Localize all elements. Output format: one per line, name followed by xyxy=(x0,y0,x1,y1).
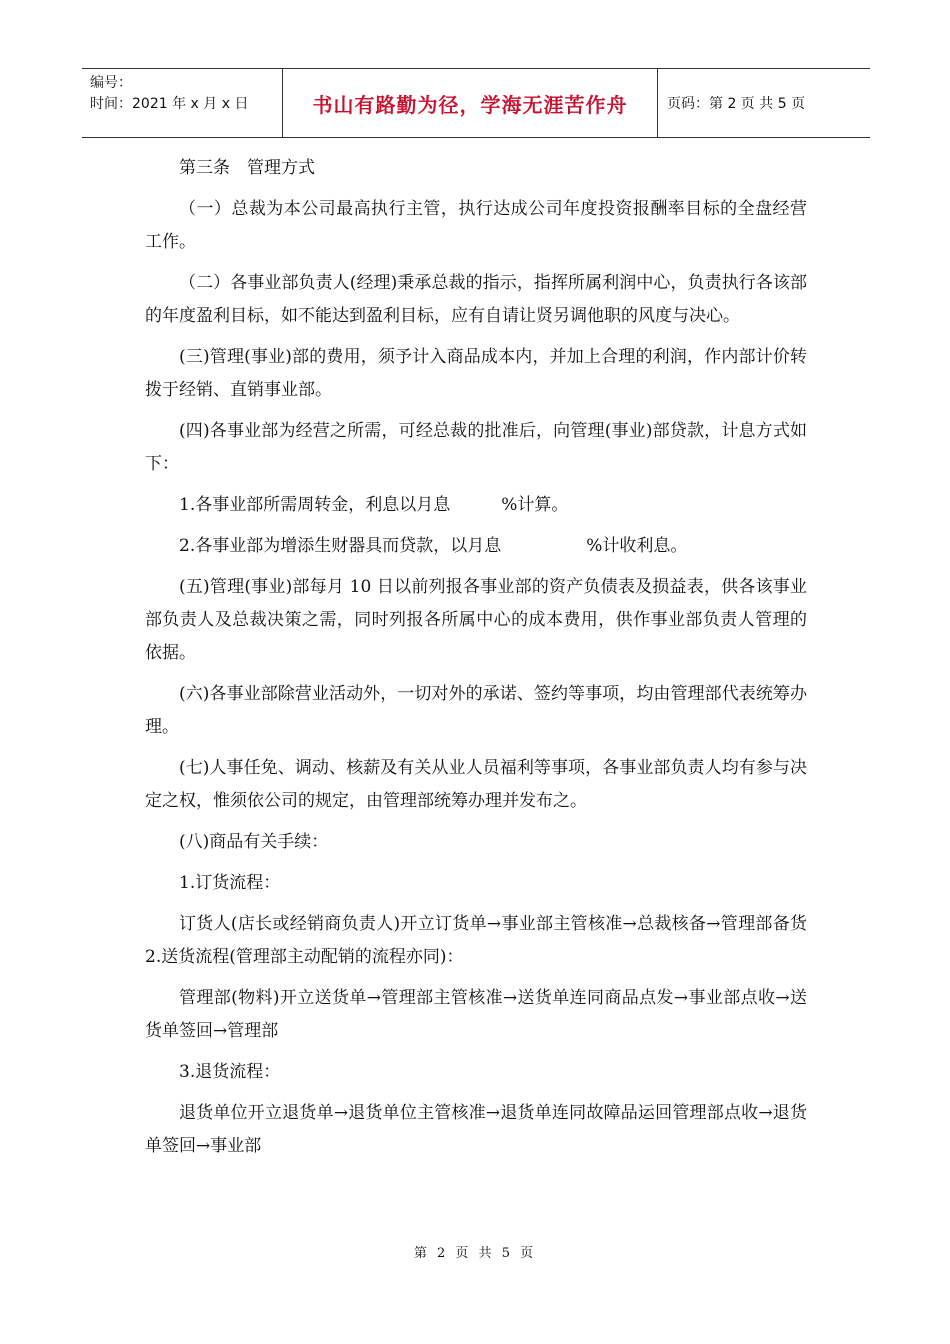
paragraph: (七)人事任免、调动、核薪及有关从业人员福利等事项，各事业部负责人均有参与决定之权，惟须依公司的规定，由管理部统筹办理并发布之。 xyxy=(145,758,807,811)
paragraph: (六)各事业部除营业活动外，一切对外的承诺、签约等事项，均由管理部代表统筹办理。 xyxy=(145,684,807,737)
document-date-label: 时间：2021 年 x 月 x 日 xyxy=(90,96,249,112)
paragraph: (八)商品有关手续： xyxy=(179,832,329,852)
document-body xyxy=(145,152,824,1171)
paragraph: （二）各事业部负责人(经理)秉承总裁的指示，指挥所属利润中心，负责执行各该部的年度盈利目标，如不能达到盈利目标，应有自请让贤另调他职的风度与决心。 xyxy=(145,273,807,326)
section-title: 第三条 管理方式 xyxy=(179,158,315,178)
paragraph: (四)各事业部为经营之所需，可经总裁的批准后，向管理(事业)部贷款，计息方式如下： xyxy=(145,421,807,474)
header-page-label: 页码：第 2 页 共 5 页 xyxy=(667,96,806,112)
paragraph: 退货单位开立退货单→退货单位主管核准→退货单连同故障品运回管理部点收→退货单签回→事业部 xyxy=(145,1103,807,1156)
header-meta xyxy=(82,69,282,137)
paragraph: (五)管理(事业)部每月 10 日以前列报各事业部的资产负债表及损益表，供各该事业部负责人及总裁决策之需，同时列报各所属中心的成本费用，供作事业部负责人管理的依据。 xyxy=(145,577,807,663)
document-number-label: 编号： xyxy=(90,75,132,91)
paragraph: 1.订货流程： xyxy=(179,873,281,893)
page-footer: 第 2 页 共 5 页 xyxy=(413,1246,537,1261)
paragraph: (三)管理(事业)部的费用，须予计入商品成本内，并加上合理的利润，作内部计价转拨于经销、直销事业部。 xyxy=(145,347,807,400)
paragraph: 管理部(物料)开立送货单→管理部主管核准→送货单连同商品点发→事业部点收→送货单签回→管理部 xyxy=(145,988,807,1041)
paragraph: 1.各事业部所需周转金，利息以月息 %计算。 xyxy=(179,495,569,515)
paragraph: 订货人(店长或经销商负责人)开立订货单→事业部主管核准→总裁核备→管理部备货 2.送货流程(管理部主动配销的流程亦同)： xyxy=(145,914,824,967)
paragraph: （一）总裁为本公司最高执行主管，执行达成公司年度投资报酬率目标的全盘经营工作。 xyxy=(145,199,807,252)
paragraph: 3.退货流程： xyxy=(179,1062,281,1082)
page-header xyxy=(82,68,870,138)
paragraph: 2.各事业部为增添生财器具而贷款，以月息 %计收利息。 xyxy=(179,536,688,556)
header-motto: 书山有路勤为径，学海无涯苦作舟 xyxy=(282,69,658,137)
